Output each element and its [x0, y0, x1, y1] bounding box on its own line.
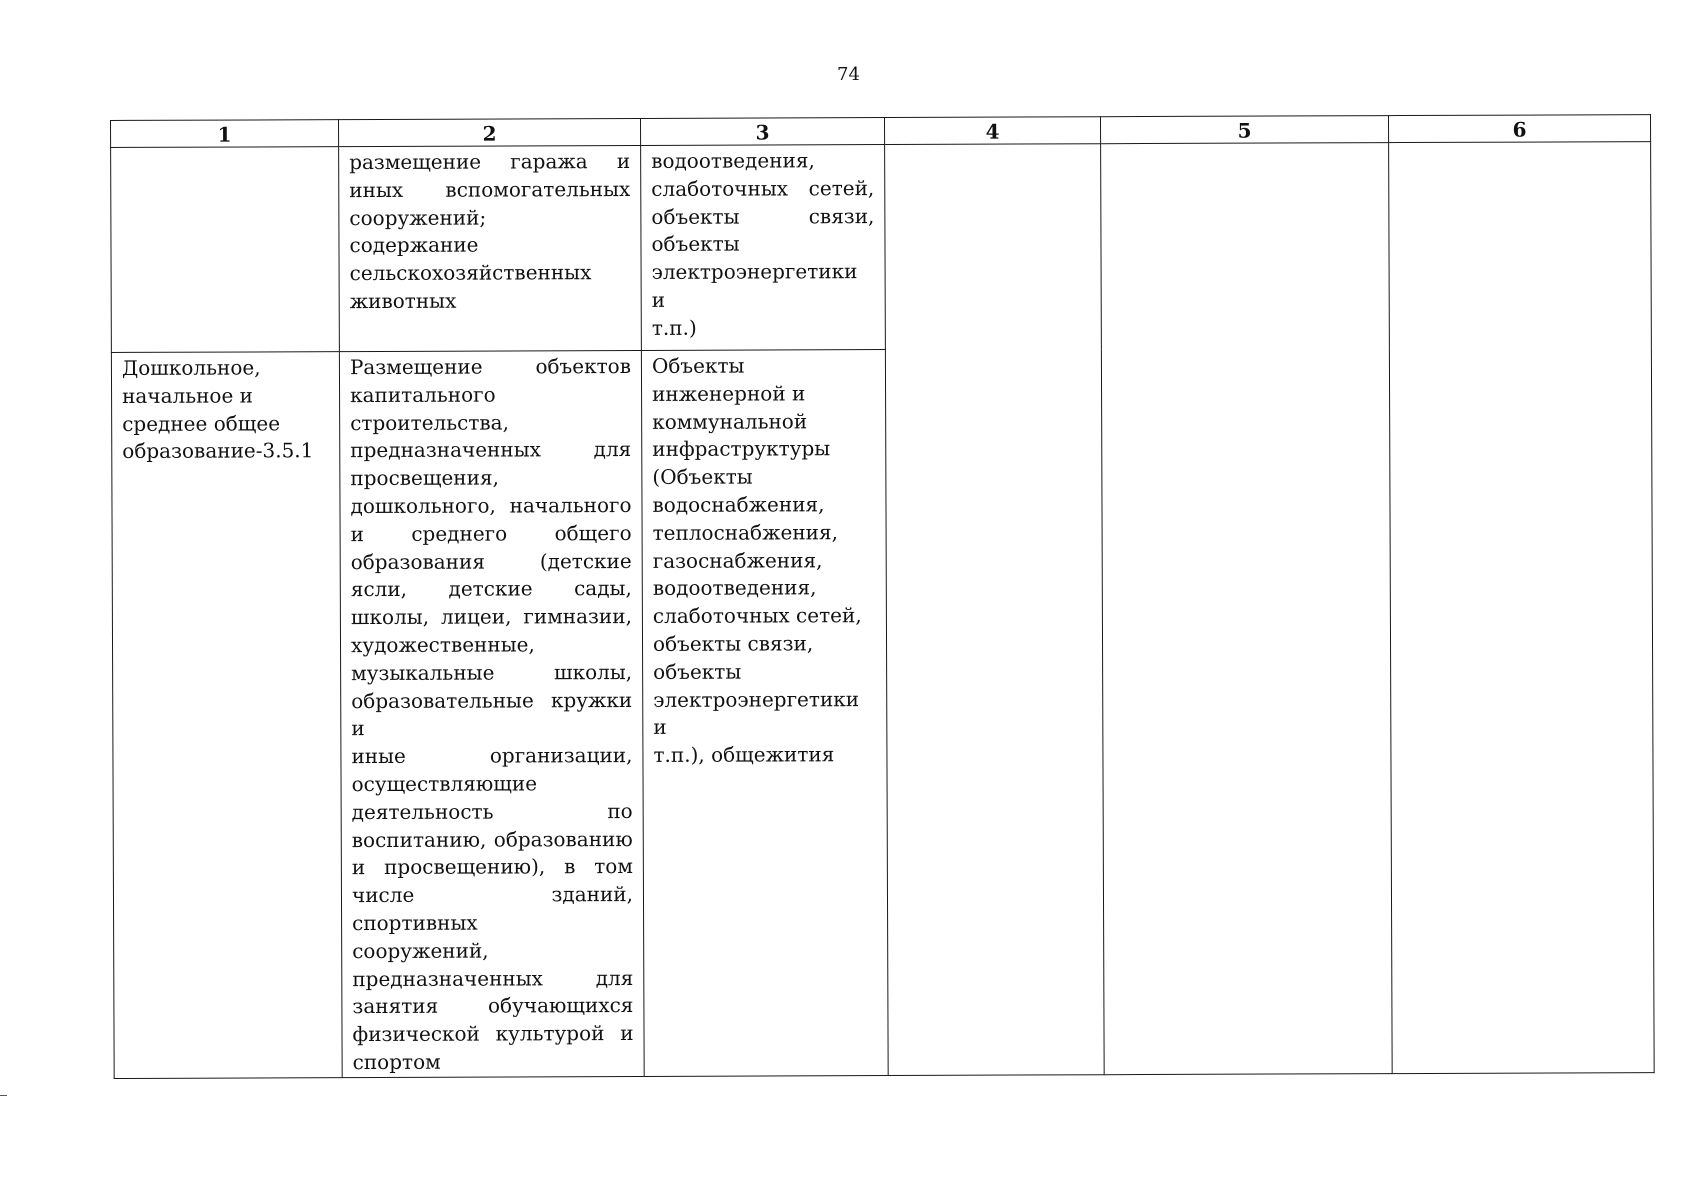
- text-line: объекты: [653, 659, 742, 684]
- text-line: газоснабжения,: [652, 547, 823, 573]
- row2-land-use-type-cell: [111, 352, 342, 1079]
- text-line: электроэнергетики и: [653, 686, 860, 740]
- text-line: художественные,: [350, 632, 535, 658]
- text-line: и среднего общего: [350, 520, 632, 546]
- text-line: водоотведения,: [652, 575, 817, 601]
- text-line: иных вспомогательных: [349, 176, 631, 202]
- text-line: иные организации,: [351, 743, 633, 769]
- text-line: образование-3.5.1: [122, 438, 314, 464]
- column-header-5: 5: [1100, 116, 1388, 144]
- text-line: слаботочных сетей,: [652, 603, 862, 629]
- column-6-cell: [1389, 142, 1655, 1074]
- text-line: образования (детские: [350, 548, 632, 574]
- text-line: Размещение объектов: [349, 354, 631, 380]
- text-line: содержание: [349, 232, 479, 258]
- table-row: [111, 142, 1652, 353]
- text-line: дошкольного, начального: [350, 492, 632, 519]
- text-line: Объекты: [651, 353, 745, 378]
- text-line: слаботочных сетей,: [651, 175, 875, 201]
- text-line: и просвещению), в том: [351, 854, 633, 880]
- text-line: числе зданий, спортивных: [351, 882, 634, 936]
- text-line: физической культурой и: [352, 1021, 634, 1047]
- text-line: водоотведения,: [651, 148, 815, 173]
- row1-land-use-type-cell: [111, 147, 340, 353]
- text-line: среднее общее: [122, 410, 281, 436]
- text-line: электроэнергетики и: [651, 259, 858, 312]
- text-line: просвещения,: [350, 465, 499, 491]
- text-line: размещение гаража и: [349, 149, 631, 175]
- land-use-table: [110, 114, 1655, 1079]
- text-line: объекты связи,: [651, 203, 875, 229]
- page-number: 74: [837, 64, 860, 85]
- text-line: осуществляющие: [351, 771, 538, 797]
- text-line: предназначенных для: [352, 965, 634, 991]
- text-line: капитального: [350, 382, 496, 407]
- text-line: инфраструктуры: [652, 436, 831, 462]
- text-line: объекты связи,: [652, 631, 814, 656]
- text-line: начальное и: [122, 383, 253, 408]
- column-header-1: 1: [111, 120, 339, 148]
- text-line: ясли, детские сады,: [350, 576, 632, 602]
- text-line: музыкальные школы,: [351, 659, 633, 685]
- text-line: предназначенных для: [350, 437, 632, 463]
- column-header-4: 4: [884, 117, 1100, 145]
- row2-infrastructure-cell: [641, 350, 888, 1077]
- text-line: водоснабжения,: [652, 492, 825, 517]
- column-header-2: 2: [339, 118, 641, 146]
- text-line: сооружений;: [349, 205, 487, 230]
- row2-description-cell: [339, 350, 644, 1077]
- text-line: образовательные кружки и: [351, 687, 633, 741]
- text-line: школы, лицеи, гимназии,: [350, 604, 632, 630]
- row1-description-cell: [339, 145, 642, 351]
- row1-infrastructure-cell: [641, 145, 886, 351]
- column-header-3: 3: [640, 118, 884, 146]
- text-line: сооружений,: [352, 938, 489, 963]
- text-line: т.п.), общежития: [653, 742, 835, 768]
- text-line: Дошкольное,: [121, 355, 261, 380]
- text-line: спортом: [352, 1049, 441, 1074]
- scan-margin-mark: [0, 1095, 7, 1096]
- column-4-cell: [885, 144, 1105, 1076]
- column-5-cell: [1101, 143, 1393, 1075]
- text-line: деятельность по: [351, 798, 633, 824]
- text-line: (Объекты: [652, 464, 753, 490]
- text-line: теплоснабжения,: [652, 519, 838, 545]
- text-line: сельскохозяйственных: [349, 260, 592, 286]
- text-line: воспитанию, образованию: [351, 826, 633, 852]
- text-line: животных: [349, 288, 457, 314]
- text-line: инженерной и: [652, 381, 806, 406]
- text-line: строительства,: [350, 410, 509, 435]
- column-header-6: 6: [1388, 115, 1650, 143]
- text-line: коммунальной: [652, 408, 808, 434]
- text-line: занятия обучающихся: [352, 993, 634, 1019]
- text-line: т.п.): [651, 315, 697, 340]
- text-line: объекты: [651, 231, 740, 257]
